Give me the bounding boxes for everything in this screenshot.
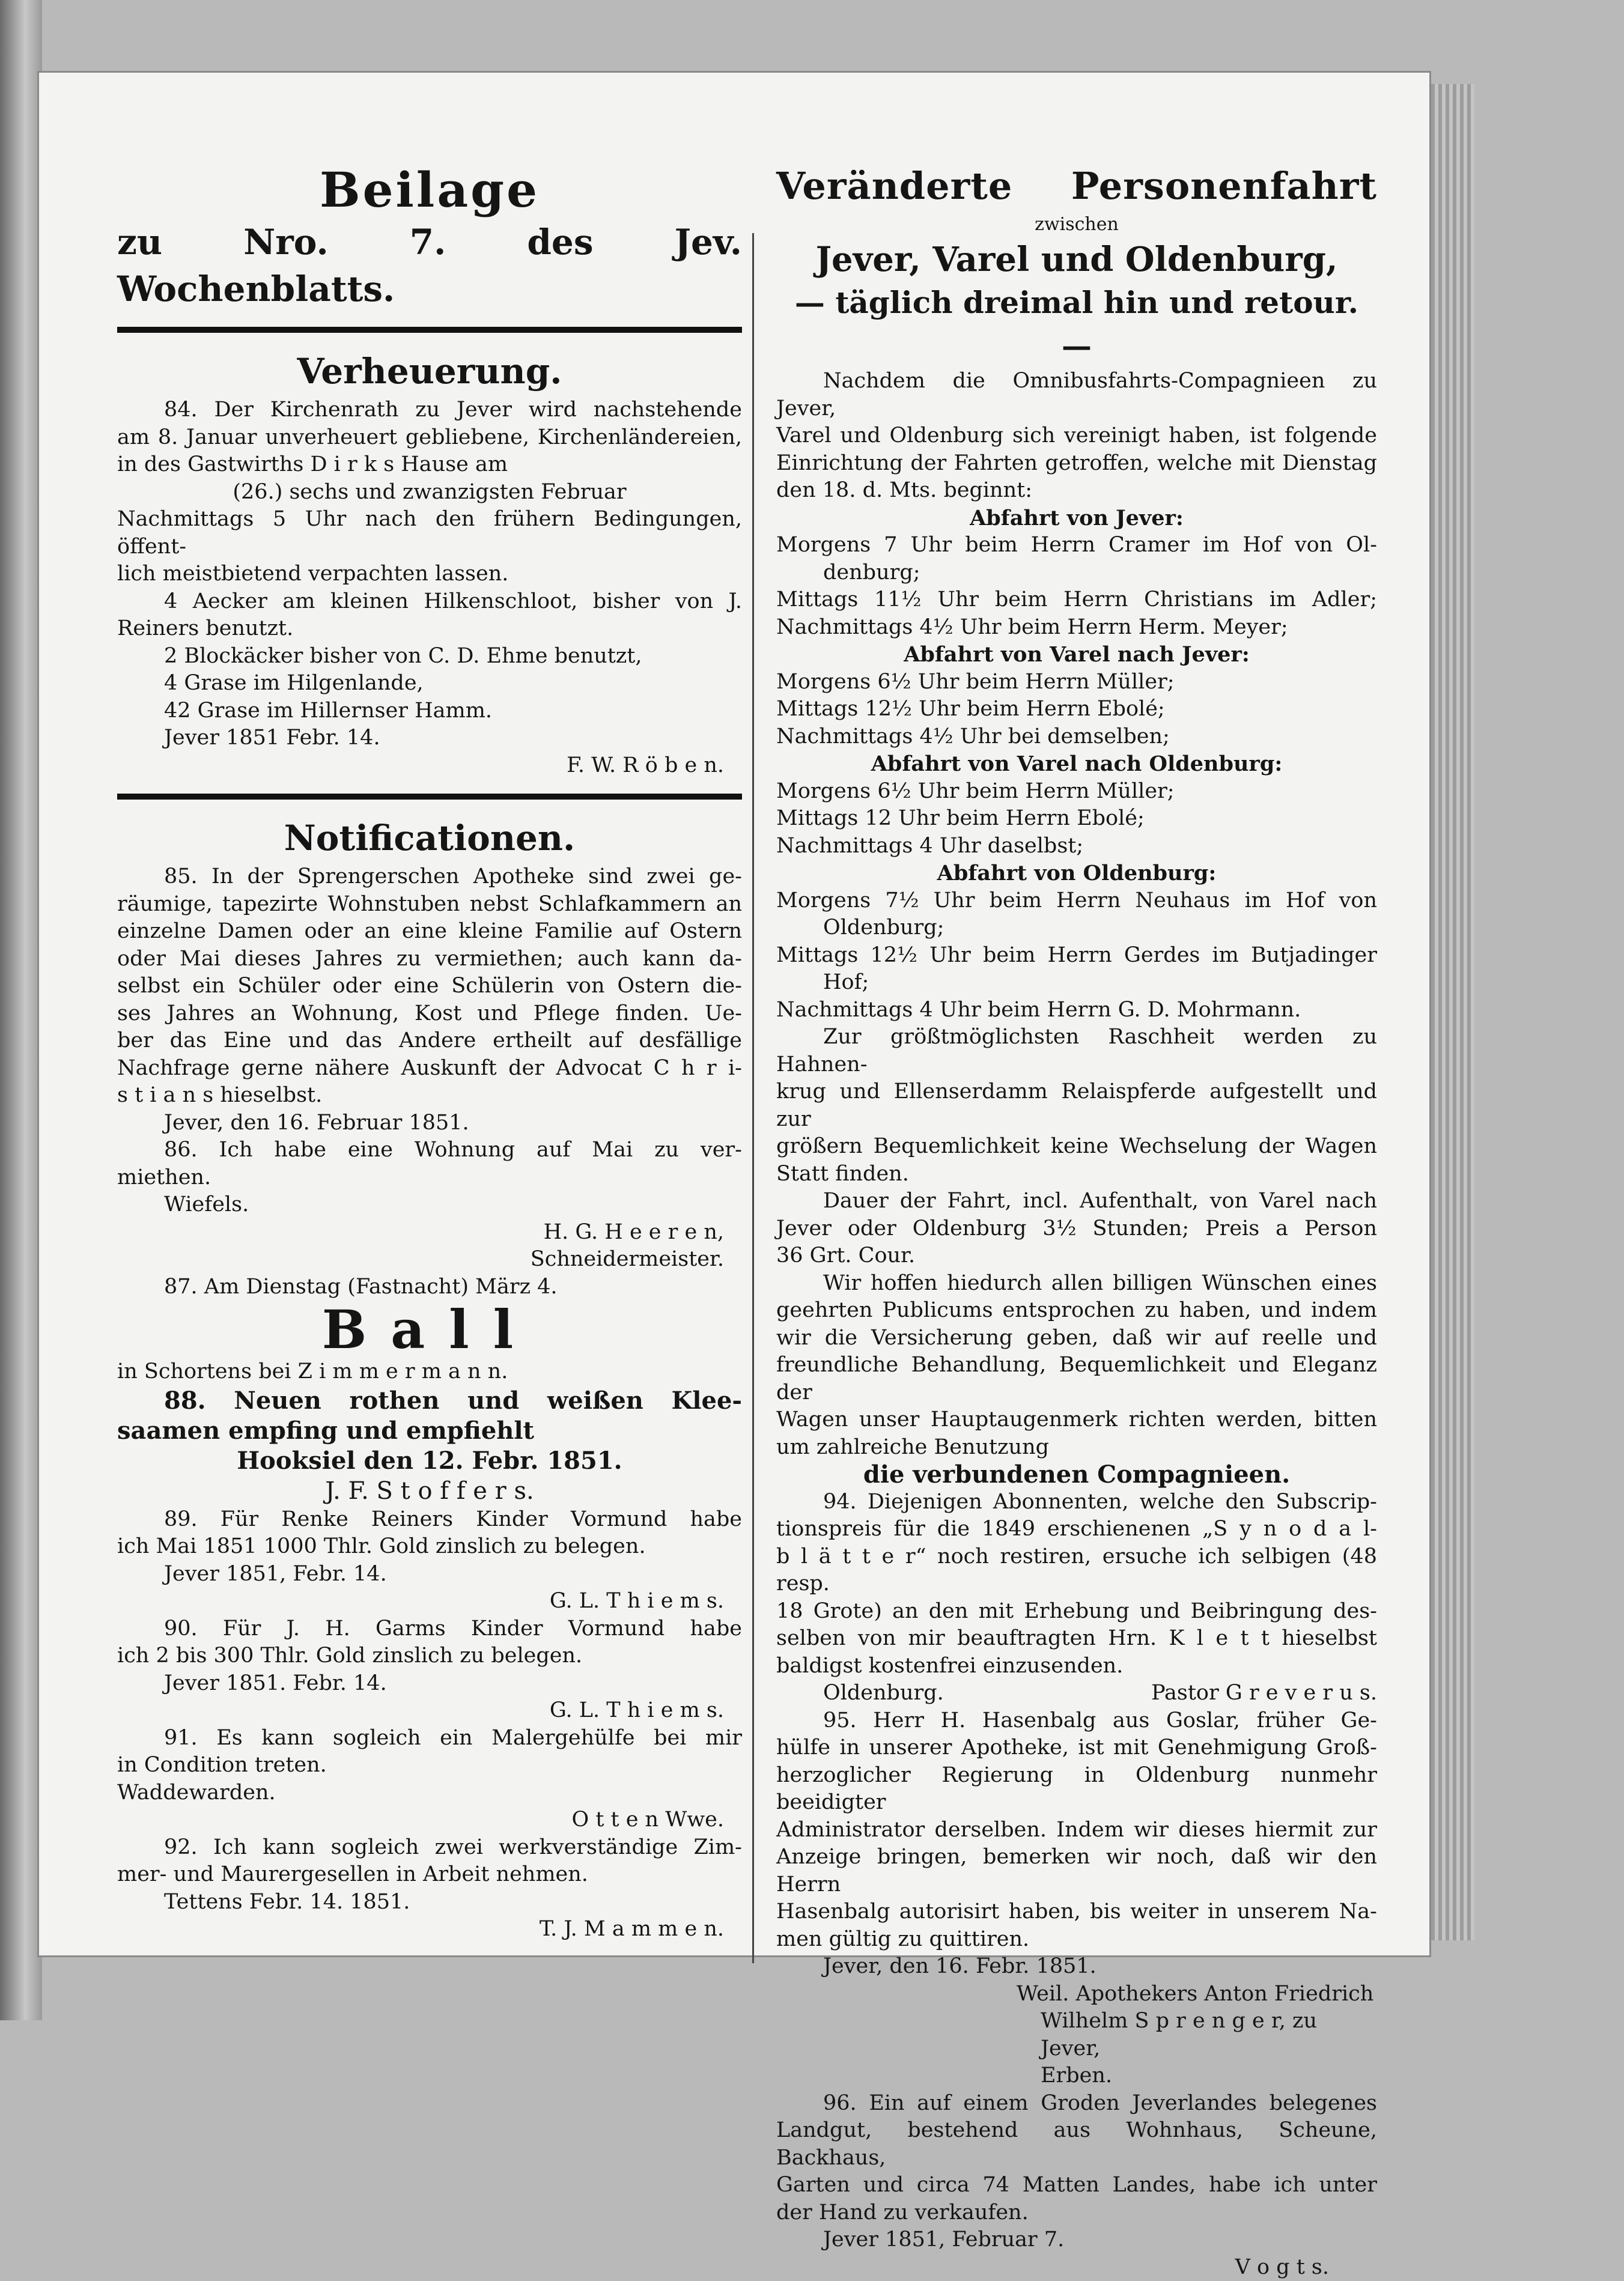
- notice-date: Hooksiel den 12. Febr. 1851.: [117, 1446, 742, 1476]
- notice-87: [117, 1274, 742, 1386]
- schedule-line: Nachmittags 4½ Uhr beim Herrn Herm. Meyer;: [776, 614, 1377, 642]
- notice-line: 87. Am Dienstag (Fastnacht) März 4.: [117, 1274, 742, 1301]
- schedule-line: Nachmittags 4 Uhr beim Herrn G. D. Mohrmann.: [776, 997, 1377, 1024]
- notice-line: Nachdem die Omnibusfahrts-Compagnieen zu Jever,: [776, 368, 1377, 422]
- notice-line: 4 Grase im Hilgenlande,: [117, 670, 742, 697]
- notice-signature: Erben.: [776, 2062, 1377, 2090]
- schedule-line: Mittags 11½ Uhr beim Herrn Christians im Adler;: [776, 586, 1377, 614]
- schedule-line: Mittags 12 Uhr beim Herrn Ebolé;: [776, 805, 1377, 833]
- notice-91: [117, 1725, 742, 1834]
- notice-line: den 18. d. Mts. beginnt:: [776, 477, 1377, 505]
- notice-line: 85. In der Sprengerschen Apotheke sind zwei ge-: [117, 863, 742, 891]
- newspaper-page: [37, 71, 1431, 1957]
- notice-line: Landgut, bestehend aus Wohnhaus, Scheune, Backhaus,: [776, 2117, 1377, 2172]
- notice-line: 96. Ein auf einem Groden Jeverlandes belegenes: [776, 2090, 1377, 2118]
- notice-line: 2 Blockäcker bisher von C. D. Ehme benutzt,: [117, 643, 742, 670]
- notice-line: räumige, tapezirte Wohnstuben nebst Schlafkammern an: [117, 891, 742, 919]
- notice-line: hülfe in unserer Apotheke, ist mit Genehmigung Groß-: [776, 1734, 1377, 1762]
- notice-line: saamen empfing und empfiehlt: [117, 1416, 742, 1446]
- route-connector: zwischen: [776, 211, 1377, 238]
- notice-line: in Schortens bei Z i m m e r m a n n.: [117, 1358, 742, 1386]
- notice-line: Nachmittags 5 Uhr nach den frühern Bedingungen, öffent-: [117, 506, 742, 560]
- notice-line: Jever oder Oldenburg 3½ Stunden; Preis a Person: [776, 1215, 1377, 1243]
- notice-95: [776, 1707, 1377, 2090]
- notice-line: baldigst kostenfrei einzusenden.: [776, 1653, 1377, 1680]
- notice-signature: O t t e n Wwe.: [117, 1806, 742, 1834]
- notice-line: Varel und Oldenburg sich vereinigt haben, ist folgende: [776, 422, 1377, 450]
- supplement-title: Beilage: [117, 161, 742, 219]
- schedule-line: Mittags 12½ Uhr beim Herrn Ebolé;: [776, 696, 1377, 723]
- notice-place: Wiefels.: [117, 1191, 742, 1219]
- notice-line: am 8. Januar unverheuert gebliebene, Kirchenländereien,: [117, 424, 742, 452]
- schedule-heading: Abfahrt von Oldenburg:: [776, 860, 1377, 887]
- schedule-line: Morgens 6½ Uhr beim Herrn Müller;: [776, 669, 1377, 696]
- notice-line: um zahlreiche Benutzung: [776, 1434, 1377, 1462]
- column-divider: [752, 233, 754, 1963]
- schedule-line: Nachmittags 4½ Uhr bei demselben;: [776, 723, 1377, 751]
- notice-86: [117, 1137, 742, 1274]
- notice-line: 36 Grt. Cour.: [776, 1242, 1377, 1270]
- notice-line: (26.) sechs und zwanzigsten Februar: [117, 479, 742, 506]
- notice-line: 18 Grote) an den mit Erhebung und Beibringung des-: [776, 1598, 1377, 1626]
- notice-line: krug und Ellenserdamm Relaispferde aufgestellt und zur: [776, 1078, 1377, 1133]
- notice-line: 86. Ich habe eine Wohnung auf Mai zu ver-: [117, 1137, 742, 1164]
- notice-date: Tettens Febr. 14. 1851.: [117, 1889, 742, 1916]
- notice-signature: G. L. T h i e m s.: [117, 1697, 742, 1725]
- notice-line: oder Mai dieses Jahres zu vermiethen; auch kann da-: [117, 946, 742, 973]
- notice-88: [117, 1386, 742, 1506]
- notice-signature: G. L. T h i e m s.: [117, 1588, 742, 1615]
- notice-94: [776, 1489, 1377, 1707]
- schedule-heading: Abfahrt von Varel nach Jever:: [776, 641, 1377, 669]
- scan-background-left: [0, 0, 42, 2020]
- notice-line: Einrichtung der Fahrten getroffen, welche mit Dienstag: [776, 450, 1377, 478]
- notice-date: Jever 1851 Febr. 14.: [117, 724, 742, 752]
- notice-line: 42 Grase im Hillernser Hamm.: [117, 697, 742, 725]
- notice-line: ses Jahres an Wohnung, Kost und Pflege finden. Ue-: [117, 1000, 742, 1028]
- notice-85: [117, 863, 742, 1137]
- notice-line: men gültig zu quittiren.: [776, 1926, 1377, 1954]
- notice-84: [117, 396, 742, 779]
- notice-92: [117, 1834, 742, 1943]
- notice-line: 89. Für Renke Reiners Kinder Vormund habe: [117, 1506, 742, 1534]
- schedule-line: Morgens 6½ Uhr beim Herrn Müller;: [776, 778, 1377, 806]
- notice-date: Jever 1851, Februar 7.: [776, 2226, 1377, 2254]
- notice-line: Statt finden.: [776, 1161, 1377, 1188]
- notice-line: der Hand zu verkaufen.: [776, 2199, 1377, 2227]
- notice-line: 84. Der Kirchenrath zu Jever wird nachstehende: [117, 396, 742, 424]
- notice-line: ich 2 bis 300 Thlr. Gold zinslich zu belegen.: [117, 1642, 742, 1670]
- notice-line: größern Bequemlichkeit keine Wechselung der Wagen: [776, 1133, 1377, 1161]
- notice-93-intro: [776, 368, 1377, 505]
- schedule-line: Mittags 12½ Uhr beim Herrn Gerdes im Butjadinger: [776, 942, 1377, 970]
- ball-announcement: Ball: [117, 1301, 742, 1358]
- notice-line: mer- und Maurergesellen in Arbeit nehmen.: [117, 1861, 742, 1889]
- notice-signature: die verbundenen Compagnieen.: [776, 1461, 1377, 1489]
- notice-footer: [776, 1680, 1377, 1707]
- notice-line: Dauer der Fahrt, incl. Aufenthalt, von Varel nach: [776, 1188, 1377, 1215]
- notice-line: 90. Für J. H. Garms Kinder Vormund habe: [117, 1615, 742, 1643]
- notice-line: selben von mir beauftragten Hrn. K l e t t hieselbst: [776, 1625, 1377, 1653]
- divider: [117, 794, 742, 800]
- notice-line: b l ä t t e r“ noch restiren, ersuche ich selbigen (48 resp.: [776, 1543, 1377, 1598]
- notice-line: Hasenbalg autorisirt haben, bis weiter in unserem Na-: [776, 1898, 1377, 1926]
- route-heading: Jever, Varel und Oldenburg,: [776, 238, 1377, 281]
- notice-line: 91. Es kann sogleich ein Malergehülfe bei mir: [117, 1725, 742, 1752]
- notice-line: ber das Eine und das Andere ertheilt auf desfällige: [117, 1027, 742, 1055]
- schedule-jever: [776, 505, 1377, 642]
- notice-signature: F. W. R ö b e n.: [117, 752, 742, 780]
- section-heading-notificationen: Notificationen.: [117, 813, 742, 863]
- notice-line: freundliche Behandlung, Bequemlichkeit und Eleganz der: [776, 1352, 1377, 1406]
- notice-signature: Pastor G r e v e r u s.: [1151, 1680, 1377, 1707]
- schedule-line: Morgens 7 Uhr beim Herrn Cramer im Hof von Ol-: [776, 532, 1377, 559]
- notice-place: Oldenburg.: [823, 1680, 944, 1707]
- notice-line: s t i a n s hieselbst.: [117, 1082, 742, 1110]
- notice-line: 4 Aecker am kleinen Hilkenschloot, bisher von J.: [117, 588, 742, 616]
- notice-90: [117, 1615, 742, 1725]
- schedule-line: Oldenburg;: [776, 914, 1377, 942]
- notice-line: Reiners benutzt.: [117, 615, 742, 643]
- notice-date: Jever 1851, Febr. 14.: [117, 1561, 742, 1588]
- notice-line: herzoglicher Regierung in Oldenburg nunmehr beeidigter: [776, 1762, 1377, 1817]
- notice-line: Zur größtmöglichsten Raschheit werden zu Hahnen-: [776, 1024, 1377, 1078]
- notice-line: ich Mai 1851 1000 Thlr. Gold zinslich zu belegen.: [117, 1533, 742, 1561]
- notice-line: 92. Ich kann sogleich zwei werkverständige Zim-: [117, 1834, 742, 1862]
- notice-line: in des Gastwirths D i r k s Hause am: [117, 451, 742, 479]
- schedule-varel-oldenburg: [776, 750, 1377, 860]
- notice-line: miethen.: [117, 1164, 742, 1192]
- notice-line: 94. Diejenigen Abonnenten, welche den Subscrip-: [776, 1489, 1377, 1516]
- notice-place: Waddewarden.: [117, 1779, 742, 1807]
- right-column: [776, 161, 1377, 2281]
- schedule-oldenburg: [776, 860, 1377, 1024]
- notice-line: Administrator derselben. Indem wir dieses hiermit zur: [776, 1817, 1377, 1844]
- notice-signature: Weil. Apothekers Anton Friedrich: [776, 1981, 1377, 2008]
- notice-line: wir die Versicherung geben, daß wir auf reelle und: [776, 1325, 1377, 1352]
- notice-93-title: Veränderte Personenfahrt: [776, 161, 1377, 211]
- notice-line: in Condition treten.: [117, 1752, 742, 1779]
- notice-line: 95. Herr H. Hasenbalg aus Goslar, früher Ge-: [776, 1707, 1377, 1735]
- schedule-line: Hof;: [776, 969, 1377, 997]
- notice-line: einzelne Damen oder an eine kleine Familie auf Ostern: [117, 918, 742, 946]
- notice-line: Anzeige bringen, bemerken wir noch, daß wir den Herrn: [776, 1844, 1377, 1898]
- notice-line: tionspreis für die 1849 erschienenen „S y n o d a l-: [776, 1516, 1377, 1543]
- notice-signature: T. J. M a m m e n.: [117, 1916, 742, 1943]
- left-column: [117, 161, 742, 1943]
- notice-signature: H. G. H e e r e n,: [117, 1219, 742, 1247]
- notice-date: Jever, den 16. Februar 1851.: [117, 1110, 742, 1137]
- notice-line: Wir hoffen hiedurch allen billigen Wünschen eines: [776, 1270, 1377, 1298]
- schedule-line: denburg;: [776, 559, 1377, 587]
- notice-signature: Schneidermeister.: [117, 1246, 742, 1274]
- notice-line: 88. Neuen rothen und weißen Klee-: [117, 1386, 742, 1416]
- notice-signature: Wilhelm S p r e n g e r, zu Jever,: [776, 2008, 1377, 2062]
- notice-signature: V o g t s.: [776, 2254, 1377, 2281]
- notice-line: Wagen unser Hauptaugenmerk richten werden, bitten: [776, 1406, 1377, 1434]
- divider: [117, 327, 742, 333]
- schedule-varel-jever: [776, 641, 1377, 750]
- schedule-line: Nachmittags 4 Uhr daselbst;: [776, 833, 1377, 860]
- notice-line: lich meistbietend verpachten lassen.: [117, 560, 742, 588]
- page-edge: [1431, 84, 1474, 1940]
- notice-93-body: [776, 1024, 1377, 1489]
- frequency-heading: — täglich dreimal hin und retour. —: [776, 281, 1377, 368]
- notice-line: Nachfrage gerne nähere Auskunft der Advocat C h r i-: [117, 1055, 742, 1083]
- notice-signature: J. F. S t o f f e r s.: [117, 1476, 742, 1506]
- schedule-heading: Abfahrt von Jever:: [776, 505, 1377, 532]
- supplement-subtitle: zu Nro. 7. des Jev. Wochenblatts.: [117, 219, 742, 312]
- notice-96: [776, 2090, 1377, 2281]
- schedule-heading: Abfahrt von Varel nach Oldenburg:: [776, 750, 1377, 778]
- notice-date: Jever, den 16. Febr. 1851.: [776, 1953, 1377, 1981]
- section-heading-verheuerung: Verheuerung.: [117, 346, 742, 396]
- notice-89: [117, 1506, 742, 1615]
- schedule-line: Morgens 7½ Uhr beim Herrn Neuhaus im Hof von: [776, 887, 1377, 915]
- notice-line: Garten und circa 74 Matten Landes, habe ich unter: [776, 2172, 1377, 2199]
- notice-line: selbst ein Schüler oder eine Schülerin von Ostern die-: [117, 973, 742, 1000]
- notice-date: Jever 1851. Febr. 14.: [117, 1670, 742, 1698]
- notice-line: geehrten Publicums entsprochen zu haben, und indem: [776, 1297, 1377, 1325]
